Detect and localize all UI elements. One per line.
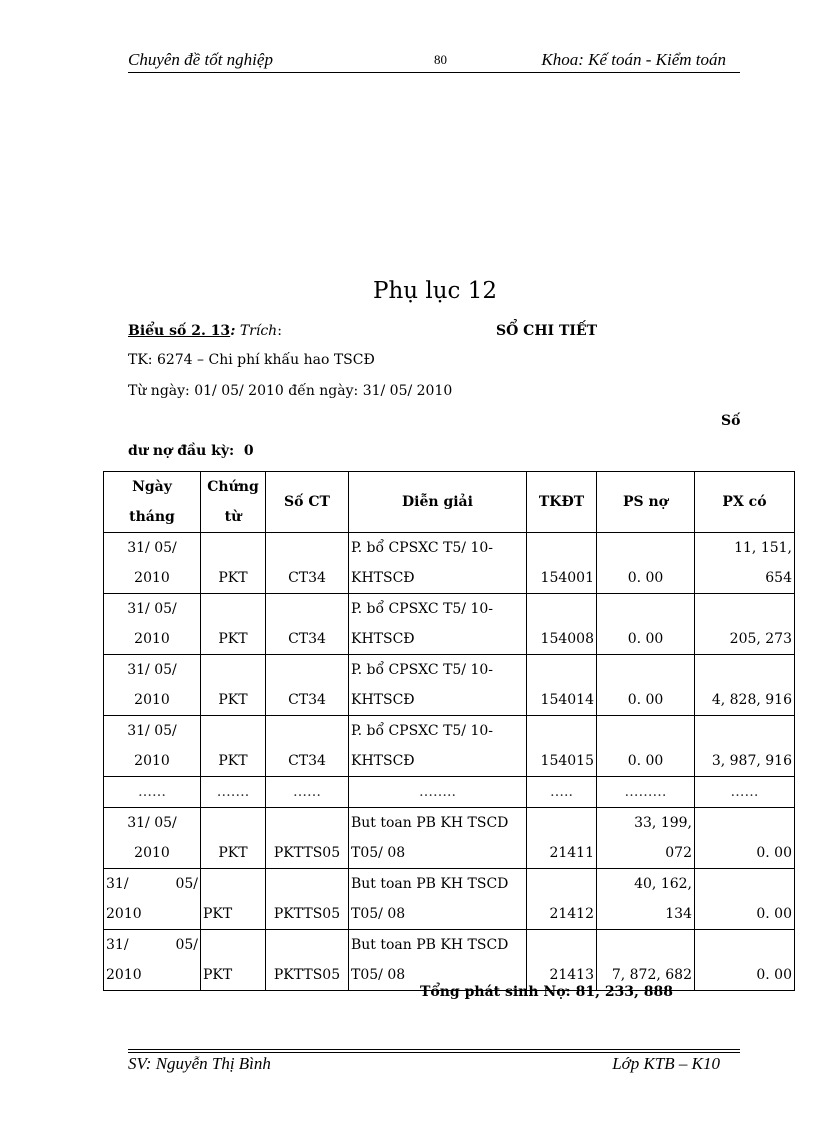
period-line: Từ ngày: 01/ 05/ 2010 đến ngày: 31/ 05/ 2010 xyxy=(128,383,453,399)
table-row: 31/ 05/ 2010 PKT CT34 P. bổ CPSXC T5/ 10- KHTSCĐ 154001 0. 00 11, 151, 654 xyxy=(104,533,795,594)
header-description: Diễn giải xyxy=(349,472,527,533)
total-debit: Tổng phát sinh Nợ: 81, 233, 888 xyxy=(420,984,674,1000)
page-footer xyxy=(128,1054,740,1078)
subtitle-line: Biểu số 2. 13: Trích: xyxy=(128,323,282,339)
ledger-table xyxy=(103,471,795,991)
book-title: SỔ CHI TIẾT xyxy=(496,323,598,339)
header-doc-no: Số CT xyxy=(266,472,349,533)
table-row: 31/ 05/ 2010 PKT CT34 P. bổ CPSXC T5/ 10- KHTSCĐ 154008 0. 00 205, 273 xyxy=(104,594,795,655)
footer-rule xyxy=(128,1049,740,1050)
page-number: 80 xyxy=(434,52,447,67)
opening-balance-value: 0 xyxy=(243,443,254,459)
table-row: 31/ 05/ 2010 PKT PKTTS05 But toan PB KH TSCD T05/ 08 21412 40, 162, 134 0. 00 xyxy=(104,869,795,930)
table-header-row xyxy=(104,472,795,533)
opening-so: Số xyxy=(721,413,741,429)
table-row: 31/ 05/ 2010 PKT PKTTS05 But toan PB KH TSCD T05/ 08 21411 33, 199, 072 0. 00 xyxy=(104,808,795,869)
header-account: TKĐT xyxy=(527,472,597,533)
table-row: 31/ 05/ 2010 PKT CT34 P. bổ CPSXC T5/ 10- KHTSCĐ 154015 0. 00 3, 987, 916 xyxy=(104,716,795,777)
table-row: 31/ 05/ 2010 PKT PKTTS05 But toan PB KH TSCD T05/ 08 21413 7, 872, 682 0. 00 xyxy=(104,930,795,991)
header-thesis-title: Chuyên đề tốt nghiệp xyxy=(128,50,273,69)
form-number: Biểu số 2. 13 xyxy=(128,323,231,339)
ellipsis-row: …… ……. …… …….. ….. ……… …… xyxy=(104,777,795,808)
class-name: Lớp KTB – K10 xyxy=(612,1054,720,1073)
table-row: 31/ 05/ 2010 PKT CT34 P. bổ CPSXC T5/ 10- KHTSCĐ 154014 0. 00 4, 828, 916 xyxy=(104,655,795,716)
header-date: Ngày tháng xyxy=(104,472,201,533)
header-faculty: Khoa: Kế toán - Kiểm toán xyxy=(541,50,726,69)
appendix-title: Phụ lục 12 xyxy=(372,278,498,304)
student-name: SV: Nguyễn Thị Bình xyxy=(128,1054,271,1073)
page-header xyxy=(128,48,740,73)
footer-rule xyxy=(128,1052,740,1053)
header-debit: PS nợ xyxy=(597,472,695,533)
opening-balance: dư nợ đầu kỳ: 0 xyxy=(128,443,254,459)
account-line: TK: 6274 – Chi phí khấu hao TSCĐ xyxy=(128,352,375,368)
header-credit: PX có xyxy=(695,472,795,533)
extract-label: Trích xyxy=(239,323,278,339)
header-voucher: Chứng từ xyxy=(201,472,266,533)
